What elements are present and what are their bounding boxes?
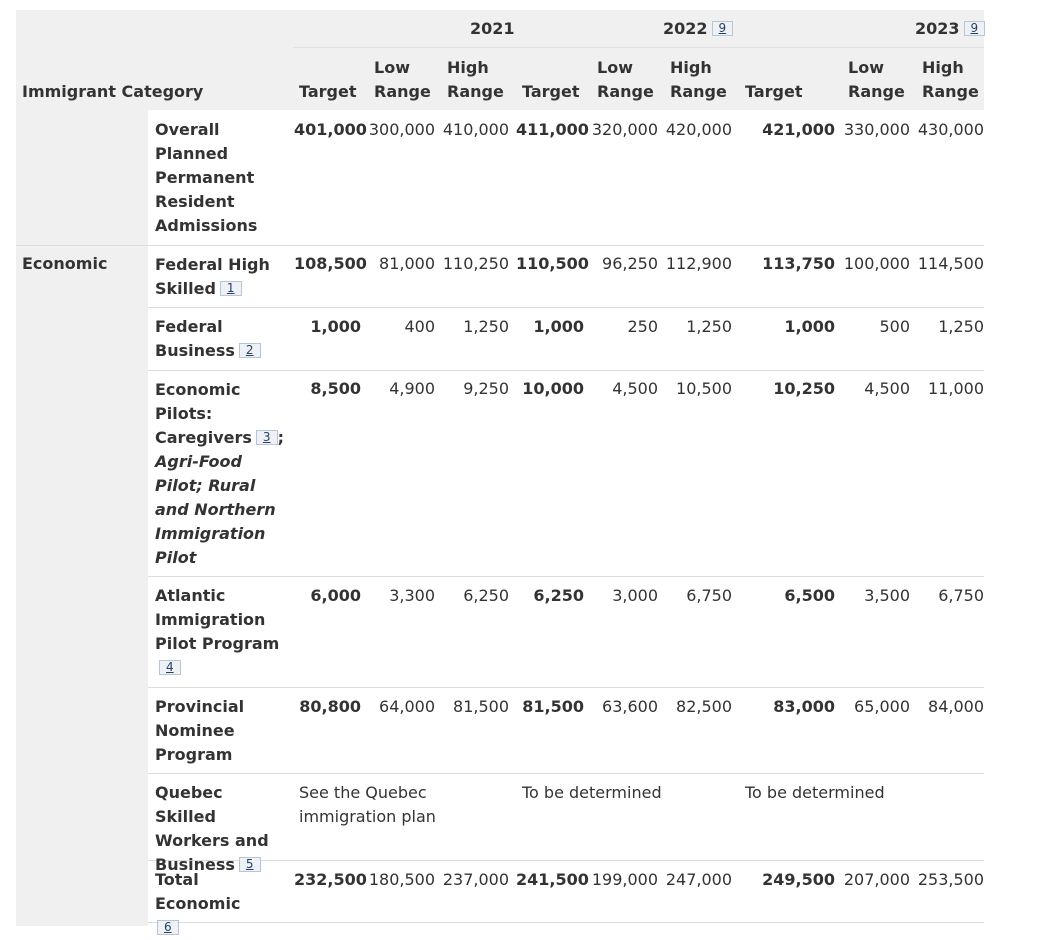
row-pnp-low-2022: 63,600 [602,697,658,716]
row-ep-low-2023: 4,500 [864,379,910,398]
row-pnp-high-2022: 82,500 [676,697,732,716]
row-aip-low-2022: 3,000 [612,586,658,605]
row-federal-high-skilled-name: Federal High Skilled 1 [155,255,270,298]
row-fhs-low-2023: 100,000 [843,254,910,273]
col-target-2023: Target [745,82,803,101]
row-fhs-target-2023: 113,750 [762,254,835,273]
row-te-target-2023: 249,500 [762,870,835,889]
row-aip-low-2023: 3,500 [864,586,910,605]
col-low-2023-l1: Low [848,58,884,77]
col-high-2023-l2: Range [922,82,979,101]
row-divider [148,773,984,774]
row-te-low-2023: 207,000 [843,870,910,889]
row-fhs-high-2023: 114,500 [917,254,984,273]
col-target-2021: Target [299,82,357,101]
row-aip-target-2021: 6,000 [310,586,361,605]
row-overall-name: Overall Planned Permanent Resident Admissions [155,120,258,235]
col-high-2021-l1: High [447,58,489,77]
year-2021-header: 2021 [470,19,515,38]
row-fb-low-2023: 500 [879,317,910,336]
row-fhs-target-2022: 110,500 [516,254,589,273]
row-quebec-name: Quebec Skilled Workers and Business 5 [155,783,269,874]
row-pnp-target-2023: 83,000 [773,697,835,716]
row-te-low-2022: 199,000 [591,870,658,889]
row-aip-target-2023: 6,500 [784,586,835,605]
row-overall-target-2021: 401,000 [294,120,367,139]
footnote-link[interactable]: 9 [964,21,986,36]
row-fhs-high-2021: 110,250 [442,254,509,273]
row-ep-target-2021: 8,500 [310,379,361,398]
row-te-target-2021: 232,500 [294,870,367,889]
row-overall-low-2021: 300,000 [368,120,435,139]
row-fhs-high-2022: 112,900 [665,254,732,273]
row-total-economic-name: Total Economic 6 [155,870,241,934]
category-column-background [16,110,148,926]
col-low-2023-l2: Range [848,82,905,101]
footnote-link[interactable]: 4 [159,660,181,675]
row-fb-target-2022: 1,000 [533,317,584,336]
row-pnp-high-2021: 81,500 [453,697,509,716]
year-2022-header: 2022 9 [663,17,733,41]
row-ep-target-2023: 10,250 [773,379,835,398]
row-divider [16,245,984,246]
row-te-low-2021: 180,500 [368,870,435,889]
footnote-link[interactable]: 2 [239,343,261,358]
row-provincial-nominee-name: Provincial Nominee Program [155,697,245,764]
row-aip-high-2023: 6,750 [938,586,984,605]
footnote-link[interactable]: 6 [157,920,179,935]
row-ep-high-2023: 11,000 [928,379,984,398]
row-pnp-low-2023: 65,000 [854,697,910,716]
footnote-link[interactable]: 3 [256,430,278,445]
row-pnp-target-2021: 80,800 [299,697,361,716]
row-ep-low-2022: 4,500 [612,379,658,398]
row-fb-target-2023: 1,000 [784,317,835,336]
row-ep-high-2022: 10,500 [676,379,732,398]
row-fb-target-2021: 1,000 [310,317,361,336]
row-te-high-2021: 237,000 [442,870,509,889]
row-quebec-note-2021: See the Quebec immigration plan [299,783,436,826]
row-fhs-low-2021: 81,000 [379,254,435,273]
economic-pilots-italic-text: Agri-Food Pilot; Rural and Northern Immigration Pilot [155,452,276,567]
immigrant-category-header: Immigrant Category [22,82,204,101]
row-te-high-2023: 253,500 [917,870,984,889]
group-economic: Economic [22,254,108,273]
row-overall-target-2023: 421,000 [762,120,835,139]
col-high-2022-l1: High [670,58,712,77]
col-target-2022: Target [522,82,580,101]
row-aip-high-2021: 6,250 [463,586,509,605]
col-low-2021-l2: Range [374,82,431,101]
row-aip-low-2021: 3,300 [389,586,435,605]
row-pnp-target-2022: 81,500 [522,697,584,716]
footnote-link[interactable]: 9 [712,21,734,36]
row-overall-high-2023: 430,000 [917,120,984,139]
row-fb-high-2022: 1,250 [686,317,732,336]
row-fb-high-2021: 1,250 [463,317,509,336]
row-ep-target-2022: 10,000 [522,379,584,398]
year-divider [293,47,984,48]
row-overall-low-2023: 330,000 [843,120,910,139]
row-divider [148,687,984,688]
footnote-link[interactable]: 5 [239,857,261,872]
row-fb-high-2023: 1,250 [938,317,984,336]
row-pnp-low-2021: 64,000 [379,697,435,716]
year-2023-header: 2023 9 [915,17,985,41]
row-overall-high-2022: 420,000 [665,120,732,139]
col-high-2023-l1: High [922,58,964,77]
row-overall-low-2022: 320,000 [591,120,658,139]
row-aip-high-2022: 6,750 [686,586,732,605]
row-quebec-note-2023: To be determined [745,783,885,802]
row-quebec-note-2022: To be determined [522,783,662,802]
row-fhs-low-2022: 96,250 [602,254,658,273]
row-federal-business-name: Federal Business 2 [155,315,265,363]
row-fb-low-2022: 250 [627,317,658,336]
row-divider [148,370,984,371]
row-divider [148,307,984,308]
row-atlantic-name: Atlantic Immigration Pilot Program4 [155,586,280,674]
row-te-high-2022: 247,000 [665,870,732,889]
row-overall-high-2021: 410,000 [442,120,509,139]
col-high-2022-l2: Range [670,82,727,101]
row-fb-low-2021: 400 [404,317,435,336]
row-pnp-high-2023: 84,000 [928,697,984,716]
row-aip-target-2022: 6,250 [533,586,584,605]
row-overall-target-2022: 411,000 [516,120,589,139]
col-low-2022-l1: Low [597,58,633,77]
row-ep-low-2021: 4,900 [389,379,435,398]
row-fhs-target-2021: 108,500 [294,254,367,273]
row-ep-high-2021: 9,250 [463,379,509,398]
footnote-link[interactable]: 1 [220,281,242,296]
col-high-2021-l2: Range [447,82,504,101]
col-low-2021-l1: Low [374,58,410,77]
row-divider [148,576,984,577]
col-low-2022-l2: Range [597,82,654,101]
row-economic-pilots-name: Economic Pilots: Caregivers 3 ; Agri-Food Pilot; Rural and Northern Immigration Pilot [155,380,284,567]
row-te-target-2022: 241,500 [516,870,589,889]
